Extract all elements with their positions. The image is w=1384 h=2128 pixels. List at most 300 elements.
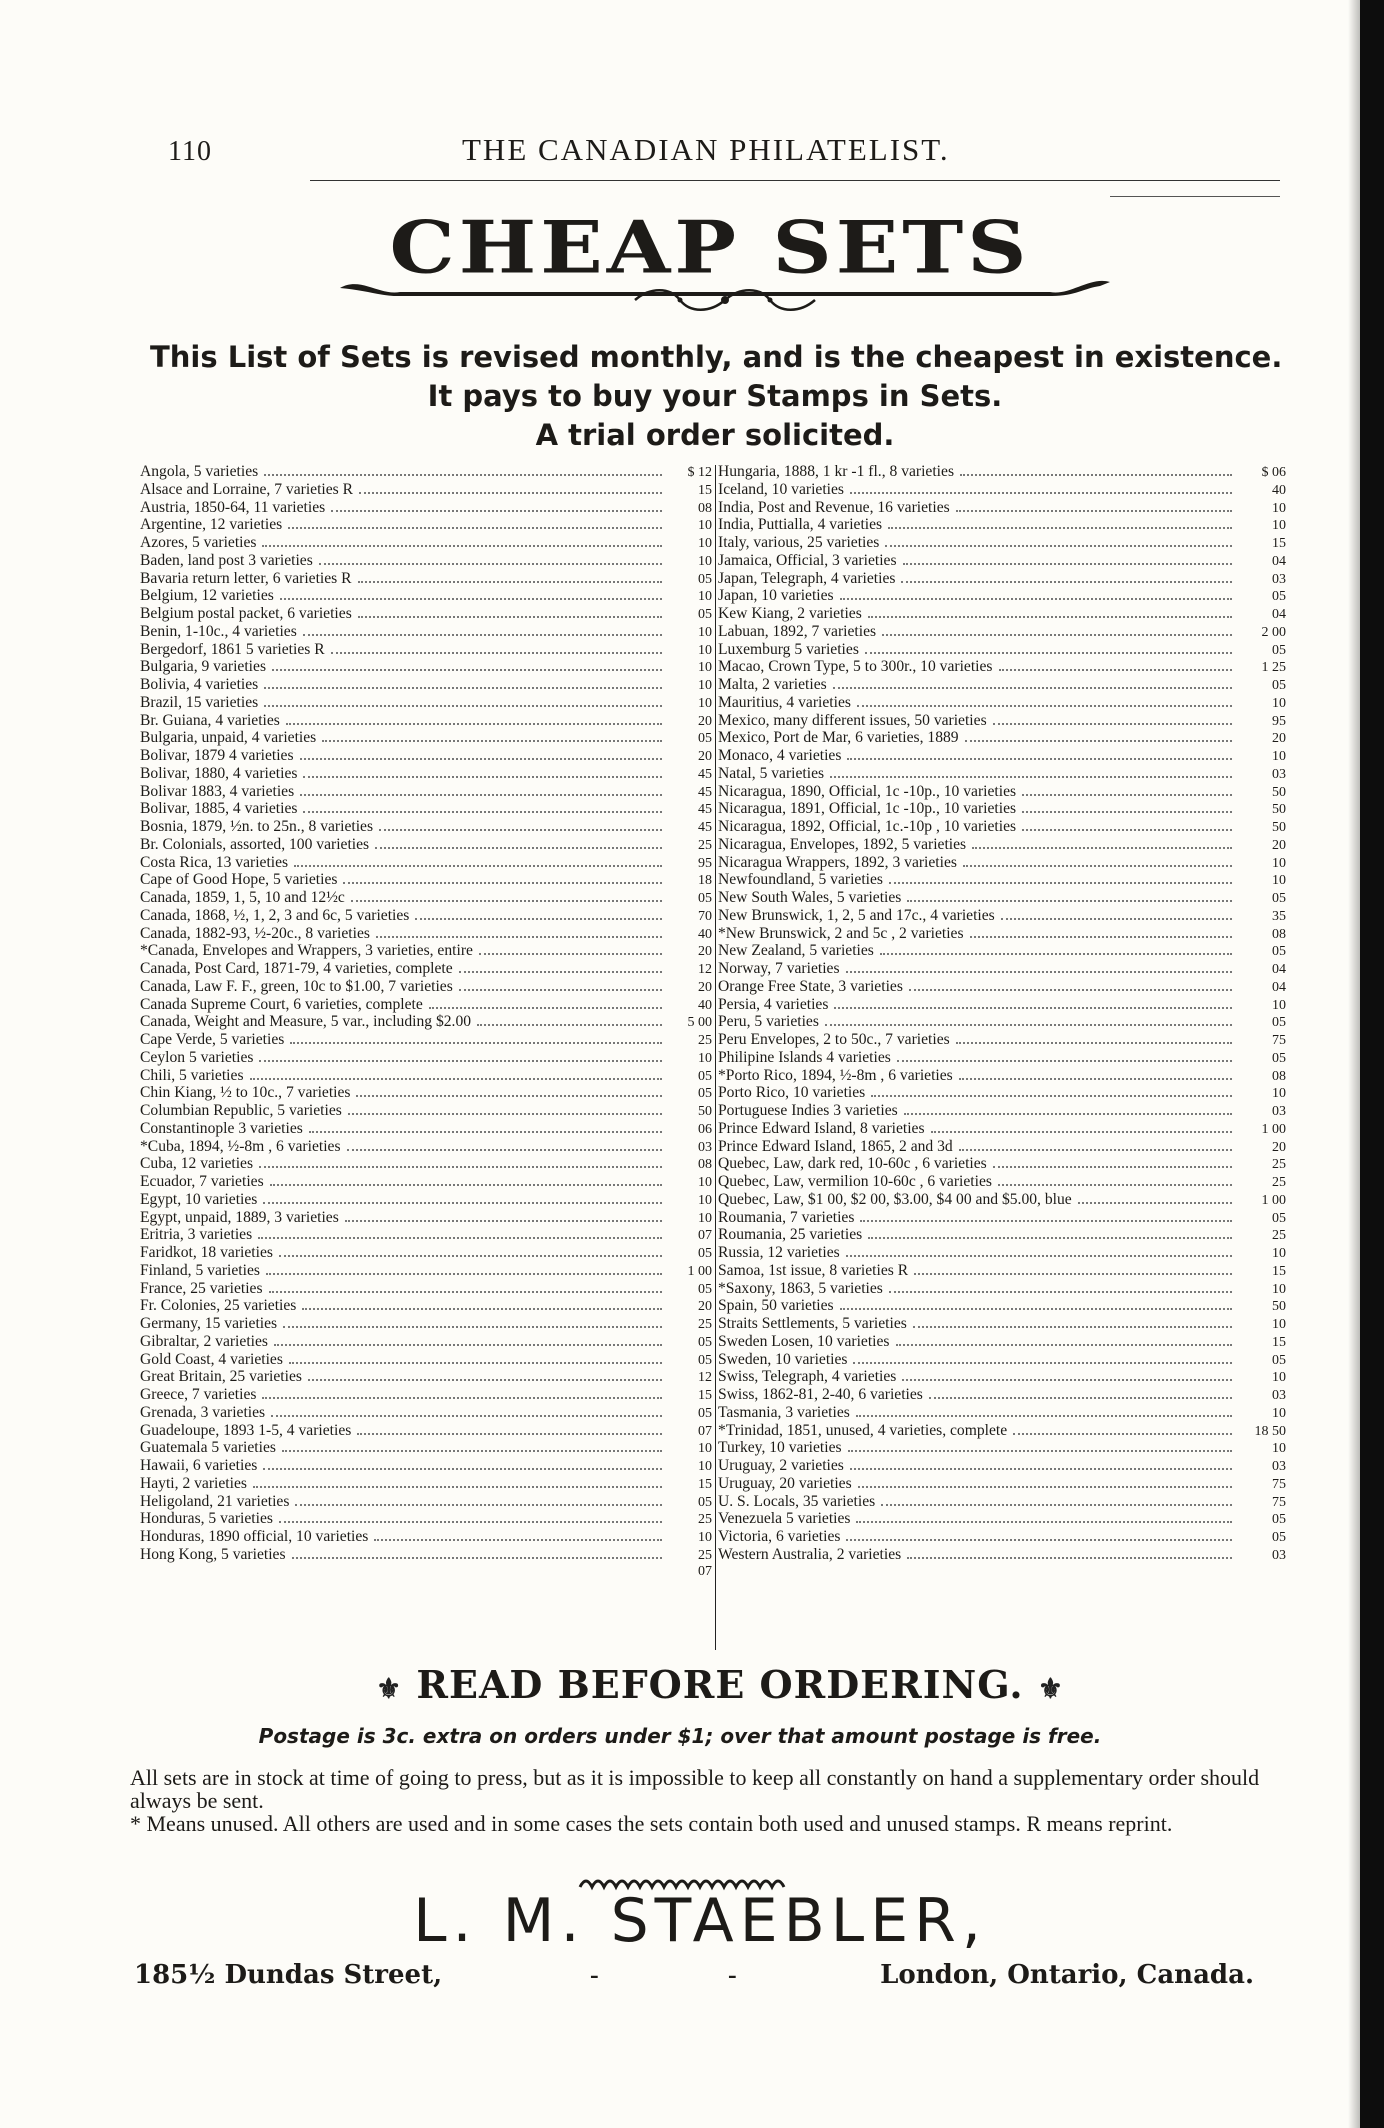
- set-name: Fr. Colonies, 25 varieties: [140, 1297, 297, 1315]
- hand-ornament-icon: ⚜: [1037, 1672, 1064, 1705]
- dot-leader: [901, 569, 1232, 583]
- set-name: Samoa, 1st issue, 8 varieties R: [718, 1261, 909, 1279]
- dot-leader: [303, 622, 662, 636]
- dot-leader: [880, 941, 1232, 955]
- set-price: 45: [698, 820, 712, 835]
- set-price: 10: [1272, 1317, 1286, 1332]
- set-price: 10: [1272, 695, 1286, 711]
- set-price: 20: [1272, 1139, 1286, 1155]
- set-name: Greece, 7 varieties: [140, 1386, 257, 1403]
- set-price: 10: [1272, 1246, 1286, 1261]
- set-name: Honduras, 1890 official, 10 varieties: [140, 1528, 369, 1545]
- dot-leader: [259, 1154, 662, 1168]
- set-name: Victoria, 6 varieties: [718, 1528, 841, 1545]
- set-name: Eritria, 3 varieties: [140, 1226, 253, 1244]
- set-price: 75: [1272, 1494, 1286, 1510]
- dot-leader: [896, 1332, 1233, 1346]
- set-price: 20: [698, 1299, 712, 1315]
- price-list-row: [140, 924, 712, 942]
- set-name: U. S. Locals, 35 varieties: [718, 1492, 876, 1510]
- set-price: 10: [1272, 873, 1286, 889]
- set-name: Honduras, 5 varieties: [140, 1510, 273, 1528]
- dot-leader: [860, 1208, 1232, 1222]
- set-name: Venezuela 5 varieties: [718, 1510, 851, 1528]
- price-list-row: [718, 1403, 1286, 1421]
- price-list-row: [718, 1314, 1286, 1332]
- dot-leader: [846, 1527, 1232, 1541]
- set-name: Prince Edward Island, 1865, 2 and 3d: [718, 1137, 953, 1155]
- set-price: 03: [1272, 1459, 1286, 1474]
- price-list-row: [140, 711, 712, 729]
- set-name: Bolivar, 1879 4 varieties: [140, 747, 294, 764]
- price-list-row: [718, 906, 1286, 924]
- price-list-row: [140, 1492, 712, 1510]
- set-price: 05: [698, 607, 712, 622]
- set-name: Brazil, 15 varieties: [140, 693, 259, 711]
- dot-leader: [351, 888, 662, 902]
- set-price: 40: [698, 997, 712, 1013]
- set-price: 25: [1272, 1175, 1286, 1190]
- price-list-row: [718, 1208, 1286, 1226]
- set-price: 10: [698, 642, 712, 658]
- set-name: Tasmania, 3 varieties: [718, 1403, 850, 1421]
- set-price: 18: [698, 873, 712, 889]
- set-name: Heligoland, 21 varieties: [140, 1492, 290, 1510]
- dot-leader: [347, 1137, 662, 1151]
- set-price: 05: [698, 1086, 712, 1102]
- set-price: 05: [1272, 678, 1286, 693]
- set-price: 20: [1272, 731, 1286, 747]
- dot-leader: [308, 1367, 662, 1381]
- price-list-row: [140, 1172, 712, 1190]
- set-price: 05: [698, 1281, 712, 1297]
- set-name: Philipine Islands 4 varieties: [718, 1048, 891, 1066]
- set-price: 1 25: [1261, 660, 1286, 676]
- set-price: 10: [698, 1530, 712, 1545]
- price-list-row: [718, 888, 1286, 906]
- dot-leader: [993, 1154, 1232, 1168]
- price-list-row: [140, 782, 712, 800]
- dot-leader: [846, 959, 1232, 973]
- price-list-row: [718, 1190, 1286, 1208]
- price-list-row: [718, 1012, 1286, 1030]
- price-list-row: [140, 764, 712, 782]
- set-price: 40: [698, 926, 712, 942]
- set-price: 10: [698, 553, 712, 569]
- dot-leader: [358, 604, 662, 618]
- price-list-row: [718, 1421, 1286, 1439]
- price-list-row: [718, 959, 1286, 977]
- price-list-row: [140, 1119, 712, 1137]
- set-price: 08: [698, 500, 712, 516]
- dot-leader: [830, 764, 1232, 778]
- set-price: 05: [698, 1246, 712, 1261]
- dot-leader: [868, 1225, 1232, 1239]
- intro-line: A trial order solicited.: [535, 418, 895, 452]
- set-name: Portuguese Indies 3 varieties: [718, 1102, 898, 1119]
- price-list-row: [718, 1350, 1286, 1368]
- set-name: Chin Kiang, ½ to 10c., 7 varieties: [140, 1084, 351, 1102]
- set-price: 10: [1272, 1405, 1286, 1421]
- price-list-row: [718, 498, 1286, 516]
- dot-leader: [264, 693, 662, 707]
- dot-leader: [271, 1403, 662, 1417]
- set-price: 40: [1272, 482, 1286, 498]
- price-list-row: [718, 569, 1286, 587]
- dot-leader: [356, 1083, 662, 1097]
- dot-leader: [825, 1012, 1232, 1026]
- set-name: Peru Envelopes, 2 to 50c., 7 varieties: [718, 1031, 950, 1048]
- dot-leader: [853, 1350, 1232, 1364]
- city-address: London, Ontario, Canada.: [880, 1960, 1254, 1990]
- set-price: 50: [1272, 1299, 1286, 1315]
- set-price: 50: [1272, 784, 1286, 800]
- set-name: Ecuador, 7 varieties: [140, 1173, 264, 1190]
- price-list-row: [140, 870, 712, 888]
- dot-leader: [959, 1137, 1232, 1151]
- set-price: 05: [698, 571, 712, 587]
- price-list-row: [718, 1545, 1286, 1563]
- set-price: 10: [698, 518, 712, 534]
- price-list-row: [718, 835, 1286, 853]
- price-list-row: [140, 462, 712, 480]
- price-list-row: [718, 817, 1286, 835]
- set-name: Austria, 1850-64, 11 varieties: [140, 498, 326, 516]
- price-list-row: [718, 533, 1286, 551]
- set-name: Cape of Good Hope, 5 varieties: [140, 871, 338, 889]
- price-list-row: [140, 1261, 712, 1279]
- dot-leader: [459, 977, 662, 991]
- price-list-row: [718, 1154, 1286, 1172]
- set-price: 1 00: [687, 1263, 712, 1279]
- set-name: Malta, 2 varieties: [718, 676, 827, 693]
- set-price: 05: [698, 1405, 712, 1421]
- dot-leader: [264, 462, 662, 476]
- dot-leader: [857, 693, 1232, 707]
- set-name: Luxemburg 5 varieties: [718, 640, 859, 658]
- price-list-row: [718, 1137, 1286, 1155]
- dot-leader: [865, 640, 1232, 654]
- set-name: Turkey, 10 varieties: [718, 1439, 842, 1457]
- price-list-row: [140, 1012, 712, 1030]
- dot-leader: [322, 728, 662, 742]
- price-list-row: [718, 1296, 1286, 1314]
- set-price: 25: [698, 1547, 712, 1563]
- dot-leader: [290, 1030, 662, 1044]
- set-price: 03: [698, 1139, 712, 1155]
- set-name: New Brunswick, 1, 2, 5 and 17c., 4 varieties: [718, 906, 995, 924]
- price-list-row: [140, 515, 712, 533]
- set-name: Canada, Weight and Measure, 5 var., including $2.00: [140, 1013, 472, 1031]
- dot-leader: [889, 1279, 1232, 1293]
- price-list-row: [140, 569, 712, 587]
- price-list-row: [718, 1101, 1286, 1119]
- price-list-row: [140, 977, 712, 995]
- dot-leader: [998, 1172, 1232, 1186]
- set-name: Egypt, unpaid, 1889, 3 varieties: [140, 1208, 339, 1226]
- set-name: Uruguay, 2 varieties: [718, 1457, 844, 1474]
- dot-leader: [833, 675, 1232, 689]
- set-name: Egypt, 10 varieties: [140, 1190, 258, 1208]
- price-list-row: [718, 1456, 1286, 1474]
- set-name: Great Britain, 25 varieties: [140, 1368, 302, 1386]
- set-price: 05: [698, 1068, 712, 1084]
- price-list-row: [718, 1279, 1286, 1297]
- price-list-row: [718, 995, 1286, 1013]
- set-name: Labuan, 1892, 7 varieties: [718, 622, 877, 640]
- set-price: 03: [1272, 1388, 1286, 1403]
- advertiser-name: L. M. STAEBLER,: [413, 1886, 987, 1956]
- price-list-row: [718, 657, 1286, 675]
- set-price: 10: [698, 660, 712, 676]
- dot-leader: [376, 924, 662, 938]
- set-name: Bolivar, 1880, 4 varieties: [140, 764, 298, 782]
- price-list-row: [140, 799, 712, 817]
- dot-leader: [840, 1296, 1232, 1310]
- set-name: Kew Kiang, 2 varieties: [718, 605, 862, 622]
- set-name: Newfoundland, 5 varieties: [718, 871, 883, 889]
- set-name: Bulgaria, unpaid, 4 varieties: [140, 729, 317, 747]
- dot-leader: [1022, 817, 1232, 831]
- set-name: Hong Kong, 5 varieties: [140, 1545, 286, 1563]
- dot-leader: [850, 480, 1232, 494]
- price-list-row: [718, 941, 1286, 959]
- set-price: 45: [698, 766, 712, 782]
- price-list-row: [718, 1367, 1286, 1385]
- set-name: *Canada, Envelopes and Wrappers, 3 varieties, entire: [140, 942, 473, 960]
- dot-leader: [960, 462, 1232, 476]
- set-price: 10: [698, 1459, 712, 1474]
- set-price: 10: [1272, 500, 1286, 516]
- set-price: 10: [698, 1192, 712, 1208]
- dot-leader: [888, 515, 1232, 529]
- set-name: Canada, Post Card, 1871-79, 4 varieties, complete: [140, 960, 453, 977]
- dot-leader: [956, 1030, 1232, 1044]
- set-name: Jamaica, Official, 3 varieties: [718, 551, 897, 569]
- price-list-row: [140, 693, 712, 711]
- set-name: Costa Rica, 13 varieties: [140, 853, 289, 871]
- set-price: 10: [1272, 1441, 1286, 1457]
- price-list-row: [718, 924, 1286, 942]
- price-list-row: [718, 1243, 1286, 1261]
- price-list-row: [718, 764, 1286, 782]
- dot-leader: [897, 1048, 1232, 1062]
- set-name: Quebec, Law, dark red, 10-60c , 6 varieties: [718, 1155, 987, 1173]
- set-price: 20: [1272, 837, 1286, 853]
- price-list-row: [718, 1385, 1286, 1403]
- set-name: Canada, Law F. F., green, 10c to $1.00, 7 varieties: [140, 977, 453, 995]
- set-price: 06: [698, 1121, 712, 1137]
- dot-leader: [907, 888, 1232, 902]
- price-list-row: [718, 1225, 1286, 1243]
- page-edge: [1360, 0, 1384, 2128]
- dot-leader: [881, 1492, 1232, 1506]
- price-list-row: [140, 941, 712, 959]
- dot-leader: [999, 657, 1233, 671]
- price-list-row: [140, 1456, 712, 1474]
- dot-leader: [848, 1438, 1232, 1452]
- dot-leader: [282, 1438, 662, 1452]
- set-name: Orange Free State, 3 varieties: [718, 977, 903, 995]
- price-list-row: [718, 711, 1286, 729]
- price-list-row: [718, 604, 1286, 622]
- dot-leader: [258, 1225, 662, 1239]
- dot-leader: [264, 675, 662, 689]
- header-rule: [310, 180, 1280, 181]
- dot-leader: [858, 1474, 1232, 1488]
- dot-leader: [292, 1545, 662, 1559]
- set-name: Bulgaria, 9 varieties: [140, 658, 267, 676]
- set-name: Belgium, 12 varieties: [140, 587, 274, 605]
- set-name: Canada, 1868, ½, 1, 2, 3 and 6c, 5 varieties: [140, 906, 410, 924]
- dot-leader: [270, 1172, 662, 1186]
- set-name: Finland, 5 varieties: [140, 1261, 260, 1279]
- set-price: 25: [1272, 1157, 1286, 1173]
- set-price: 05: [698, 1352, 712, 1368]
- set-price: 1 00: [1261, 1121, 1286, 1137]
- set-price: 05: [698, 1334, 712, 1350]
- dot-leader: [1022, 799, 1232, 813]
- set-name: Straits Settlements, 5 varieties: [718, 1315, 907, 1332]
- dot-leader: [882, 622, 1232, 636]
- price-list-row: [718, 1474, 1286, 1492]
- set-name: Hawaii, 6 varieties: [140, 1457, 258, 1474]
- price-list-row: [140, 1101, 712, 1119]
- header-rule-secondary: [1110, 196, 1280, 197]
- set-name: Quebec, Law, vermilion 10-60c , 6 varieties: [718, 1173, 992, 1190]
- set-price: 18 50: [1254, 1423, 1286, 1439]
- set-price: 10: [1272, 1370, 1286, 1386]
- set-price: 07: [698, 1228, 712, 1244]
- dot-leader: [295, 1492, 662, 1506]
- set-price: 20: [698, 749, 712, 764]
- price-list-row: [140, 995, 712, 1013]
- set-price: 50: [1272, 802, 1286, 818]
- set-price: 25: [698, 1033, 712, 1048]
- hand-ornament-icon: ⚜: [376, 1672, 403, 1705]
- set-name: Guadeloupe, 1893 1-5, 4 varieties: [140, 1421, 352, 1439]
- dot-leader: [269, 1279, 662, 1293]
- price-list-row: [140, 835, 712, 853]
- dot-leader: [263, 1456, 662, 1470]
- set-price: 10: [1272, 518, 1286, 534]
- set-price: 12: [698, 962, 712, 977]
- price-list-row: [140, 1208, 712, 1226]
- price-list-row: [140, 1527, 712, 1545]
- set-name: Grenada, 3 varieties: [140, 1403, 266, 1421]
- dot-leader: [266, 1261, 662, 1275]
- price-list-row: [140, 1190, 712, 1208]
- dot-leader: [300, 746, 662, 760]
- price-list-row: [140, 1137, 712, 1155]
- price-list-row: [718, 1261, 1286, 1279]
- dot-leader: [477, 1012, 662, 1026]
- set-name: Russia, 12 varieties: [718, 1244, 840, 1261]
- set-name: Faridkot, 18 varieties: [140, 1244, 273, 1261]
- set-price: 05: [1272, 1512, 1286, 1528]
- set-price: 03: [1272, 571, 1286, 587]
- price-list-row: [140, 1545, 712, 1563]
- price-list-row: [140, 586, 712, 604]
- set-price: 10: [698, 589, 712, 605]
- set-name: Benin, 1-10c., 4 varieties: [140, 622, 297, 640]
- address-separator: -: [728, 1960, 737, 1989]
- set-price: 15: [698, 1476, 712, 1492]
- set-name: Azores, 5 varieties: [140, 534, 257, 551]
- set-name: *Cuba, 1894, ½-8m , 6 varieties: [140, 1137, 341, 1155]
- dot-leader: [929, 1385, 1232, 1399]
- price-list-row: [140, 853, 712, 871]
- set-name: France, 25 varieties: [140, 1279, 263, 1297]
- set-price: 10: [698, 536, 712, 551]
- set-name: Ceylon 5 varieties: [140, 1048, 254, 1066]
- dot-leader: [272, 657, 662, 671]
- set-name: Canada, 1882-93, ½-20c., 8 varieties: [140, 924, 370, 942]
- dot-leader: [345, 1208, 662, 1222]
- dot-leader: [262, 533, 662, 547]
- set-price: 05: [1272, 1352, 1286, 1368]
- set-name: Nicaragua, Envelopes, 1892, 5 varieties: [718, 835, 967, 853]
- set-price: 2 00: [1261, 624, 1286, 640]
- dot-leader: [850, 1456, 1232, 1470]
- set-name: Canada Supreme Court, 6 varieties, complete: [140, 995, 423, 1013]
- set-price: 35: [1272, 908, 1286, 924]
- set-price: 25: [698, 1512, 712, 1528]
- set-price: 12: [698, 1370, 712, 1386]
- price-list-row: [718, 977, 1286, 995]
- set-name: Cape Verde, 5 varieties: [140, 1031, 285, 1048]
- price-list-row: [718, 1438, 1286, 1456]
- set-name: Alsace and Lorraine, 7 varieties R: [140, 480, 354, 498]
- price-list-row: [140, 622, 712, 640]
- dot-leader: [429, 995, 662, 1009]
- set-price: $ 12: [687, 465, 712, 480]
- dot-leader: [1013, 1421, 1232, 1435]
- dot-leader: [303, 764, 662, 778]
- dot-leader: [868, 604, 1232, 618]
- price-list-row: [718, 551, 1286, 569]
- set-price: 5 00: [687, 1015, 712, 1031]
- dot-leader: [262, 1385, 662, 1399]
- set-price: 05: [1272, 642, 1286, 658]
- price-list-row: [718, 462, 1286, 480]
- price-list-row: [718, 1048, 1286, 1066]
- set-name: Natal, 5 varieties: [718, 764, 825, 782]
- column-divider: [715, 465, 716, 1650]
- price-list-row: [140, 1385, 712, 1403]
- set-price: 10: [698, 1175, 712, 1190]
- set-name: New South Wales, 5 varieties: [718, 889, 902, 906]
- set-name: *Trinidad, 1851, unused, 4 varieties, complete: [718, 1421, 1008, 1439]
- set-name: Belgium postal packet, 6 varieties: [140, 605, 352, 622]
- price-list-row: [718, 853, 1286, 871]
- set-name: Bolivia, 4 varieties: [140, 676, 259, 693]
- price-list-row: [140, 1563, 712, 1581]
- dot-leader: [375, 835, 662, 849]
- price-list-row: [140, 906, 712, 924]
- set-price: 15: [698, 1388, 712, 1403]
- set-price: 45: [698, 802, 712, 818]
- set-price: 05: [1272, 1015, 1286, 1031]
- dot-leader: [959, 1066, 1232, 1080]
- set-name: Mauritius, 4 varieties: [718, 693, 851, 711]
- set-price: 05: [698, 1494, 712, 1510]
- set-name: *Saxony, 1863, 5 varieties: [718, 1279, 883, 1297]
- set-price: 05: [1272, 944, 1286, 960]
- set-name: Bolivar 1883, 4 varieties: [140, 782, 295, 800]
- set-name: Italy, various, 25 varieties: [718, 534, 880, 551]
- dot-leader: [300, 782, 662, 796]
